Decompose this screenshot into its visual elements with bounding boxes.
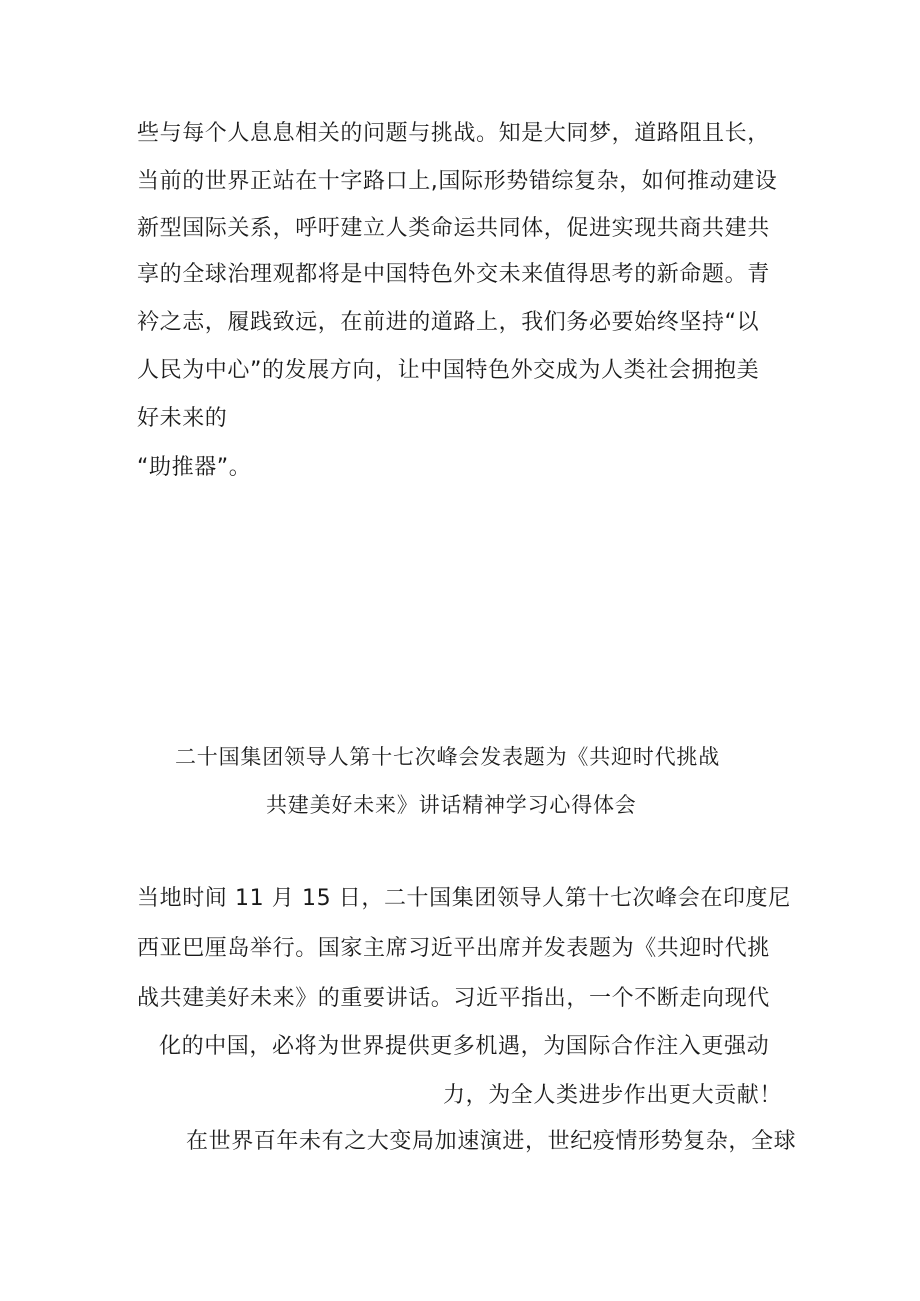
article-paragraph-line: 在世界百年未有之大变局加速演进，世纪疫情形势复杂，全球	[186, 1129, 797, 1154]
paragraph-line: 好未来的	[137, 406, 228, 431]
paragraph-line: 些与每个人息息相关的问题与挑战。知是大同梦，道路阻且长，	[137, 121, 770, 146]
article-title-line1: 二十国集团领导人第十七次峰会发表题为《共迎时代挑战	[175, 745, 720, 769]
paragraph-line: “助推器”。	[137, 455, 252, 480]
article-paragraph-line: 战共建美好未来》的重要讲话。习近平指出，一个不断走向现代	[137, 986, 770, 1011]
article-title-line2: 共建美好未来》讲话精神学习心得体会	[266, 793, 637, 817]
article-paragraph-line: 西亚巴厘岛举行。国家主席习近平出席并发表题为《共迎时代挑	[137, 936, 770, 961]
paragraph-line: 人民为中心”的发展方向，让中国特色外交成为人类社会拥抱美	[137, 358, 760, 383]
paragraph-line: 衿之志，履践致远，在前进的道路上，我们务必要始终坚持“以	[137, 310, 760, 335]
paragraph-line: 当前的世界正站在十字路口上,国际形势错综复杂，如何推动建设	[137, 169, 778, 194]
article-paragraph-line: 力，为全人类进步作出更大贡献！	[443, 1083, 783, 1108]
article-paragraph-line: 当地时间 11 月 15 日，二十国集团领导人第十七次峰会在印度尼	[137, 886, 791, 911]
paragraph-line: 新型国际关系，呼吁建立人类命运共同体，促进实现共商共建共	[137, 216, 770, 241]
paragraph-line: 享的全球治理观都将是中国特色外交未来值得思考的新命题。青	[137, 262, 770, 287]
article-paragraph-line: 化的中国，必将为世界提供更多机遇，为国际合作注入更强动	[159, 1034, 770, 1059]
